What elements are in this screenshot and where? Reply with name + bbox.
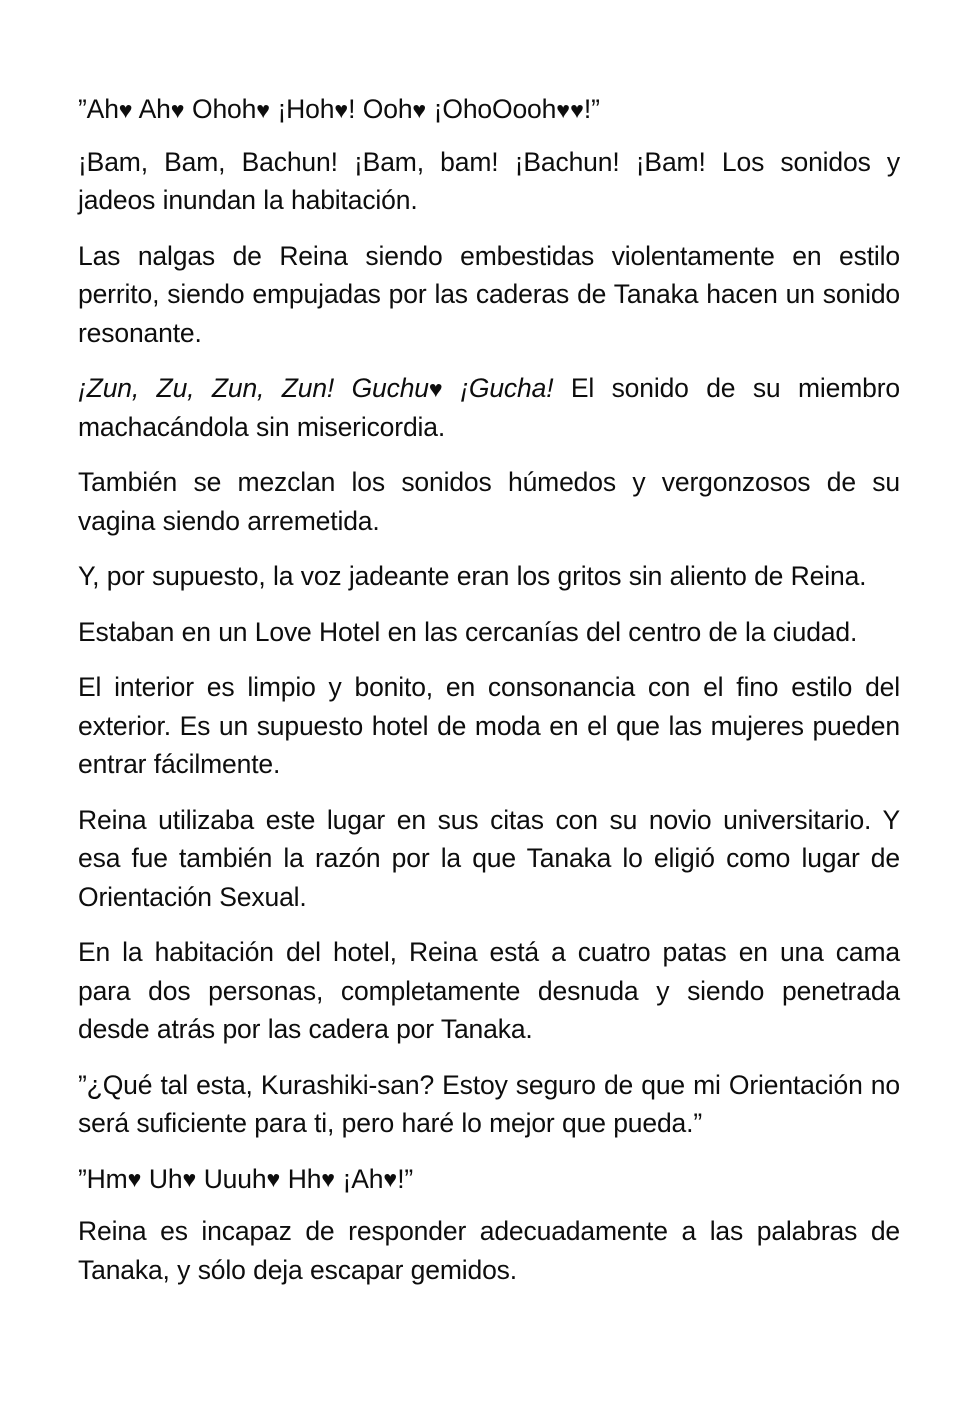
paragraph-reina-unable-to-respond: Reina es incapaz de responder adecuadamente a las palabras de Tanaka, y sólo deja escapar gemidos. [78,1216,900,1285]
paragraph-dialogue-tanaka: ”¿Qué tal esta, Kurashiki-san? Estoy seguro de que mi Orientación no será suficiente para ti, pero haré lo mejor que pueda.” [78,1069,900,1138]
heart-icon: ♥ [321,1166,336,1193]
paragraph-moan-second: ”Hm♥ Uh♥ Uuuh♥ Hh♥ ¡Ah♥!” [78,1163,414,1194]
paragraph-moan-opening: ”Ah♥ Ah♥ Ohoh♥ ¡Hoh♥! Ooh♥ ¡OhoOooh♥♥!” [78,94,600,124]
heart-icon: ♥ [570,96,584,123]
paragraph-wet-sounds: También se mezclan los sonidos húmedos y vergonzosos de su vagina siendo arremetida. [78,467,900,536]
document-body [78,90,900,1289]
heart-icon: ♥ [170,96,185,123]
heart-icon: ♥ [127,1166,142,1193]
onomatopoeia-italic-run: ¡Zun, Zu, Zun, Zun! Guchu♥ ¡Gucha! [78,373,554,403]
heart-icon: ♥ [383,1166,398,1193]
paragraph-zun-guchu [78,369,900,446]
paragraph-reina-used-place: Reina utilizaba este lugar en sus citas con su novio universitario. Y esa fue también la razón por la que Tanaka lo eligió como lugar de Orientación Sexual. [78,804,900,912]
heart-icon: ♥ [428,375,443,402]
heart-icon: ♥ [256,96,271,123]
heart-icon: ♥ [556,96,571,123]
heart-icon: ♥ [182,1166,197,1193]
paragraph-love-hotel: Estaban en un Love Hotel en las cercanías del centro de la ciudad. [78,616,858,647]
paragraph-interior-description: El interior es limpio y bonito, en consonancia con el fino estilo del exterior. Es un supuesto hotel de moda en el que las mujeres pueden entrar fácilmente. [78,672,900,779]
heart-icon: ♥ [266,1166,281,1193]
paragraph-panting-voice: Y, por supuesto, la voz jadeante eran los gritos sin aliento de Reina. [78,561,867,591]
heart-icon: ♥ [118,96,133,123]
paragraph-sounds-fill-room: ¡Bam, Bam, Bachun! ¡Bam, bam! ¡Bachun! ¡Bam! Los sonidos y jadeos inundan la habitación. [78,146,900,215]
paragraph-hotel-room-scene: En la habitación del hotel, Reina está a cuatro patas en una cama para dos personas, completamente desnuda y siendo penetrada desde atrás por las cadera por Tanaka. [78,937,900,1044]
paragraph-zun-guchu-tail: El sonido de su miembro machacándola sin misericordia. [78,373,900,442]
heart-icon: ♥ [412,96,427,123]
heart-icon: ♥ [334,96,349,123]
paragraph-buttocks-description: Las nalgas de Reina siendo embestidas violentamente en estilo perrito, siendo empujadas por las caderas de Tanaka hacen un sonido resonante. [78,240,900,348]
